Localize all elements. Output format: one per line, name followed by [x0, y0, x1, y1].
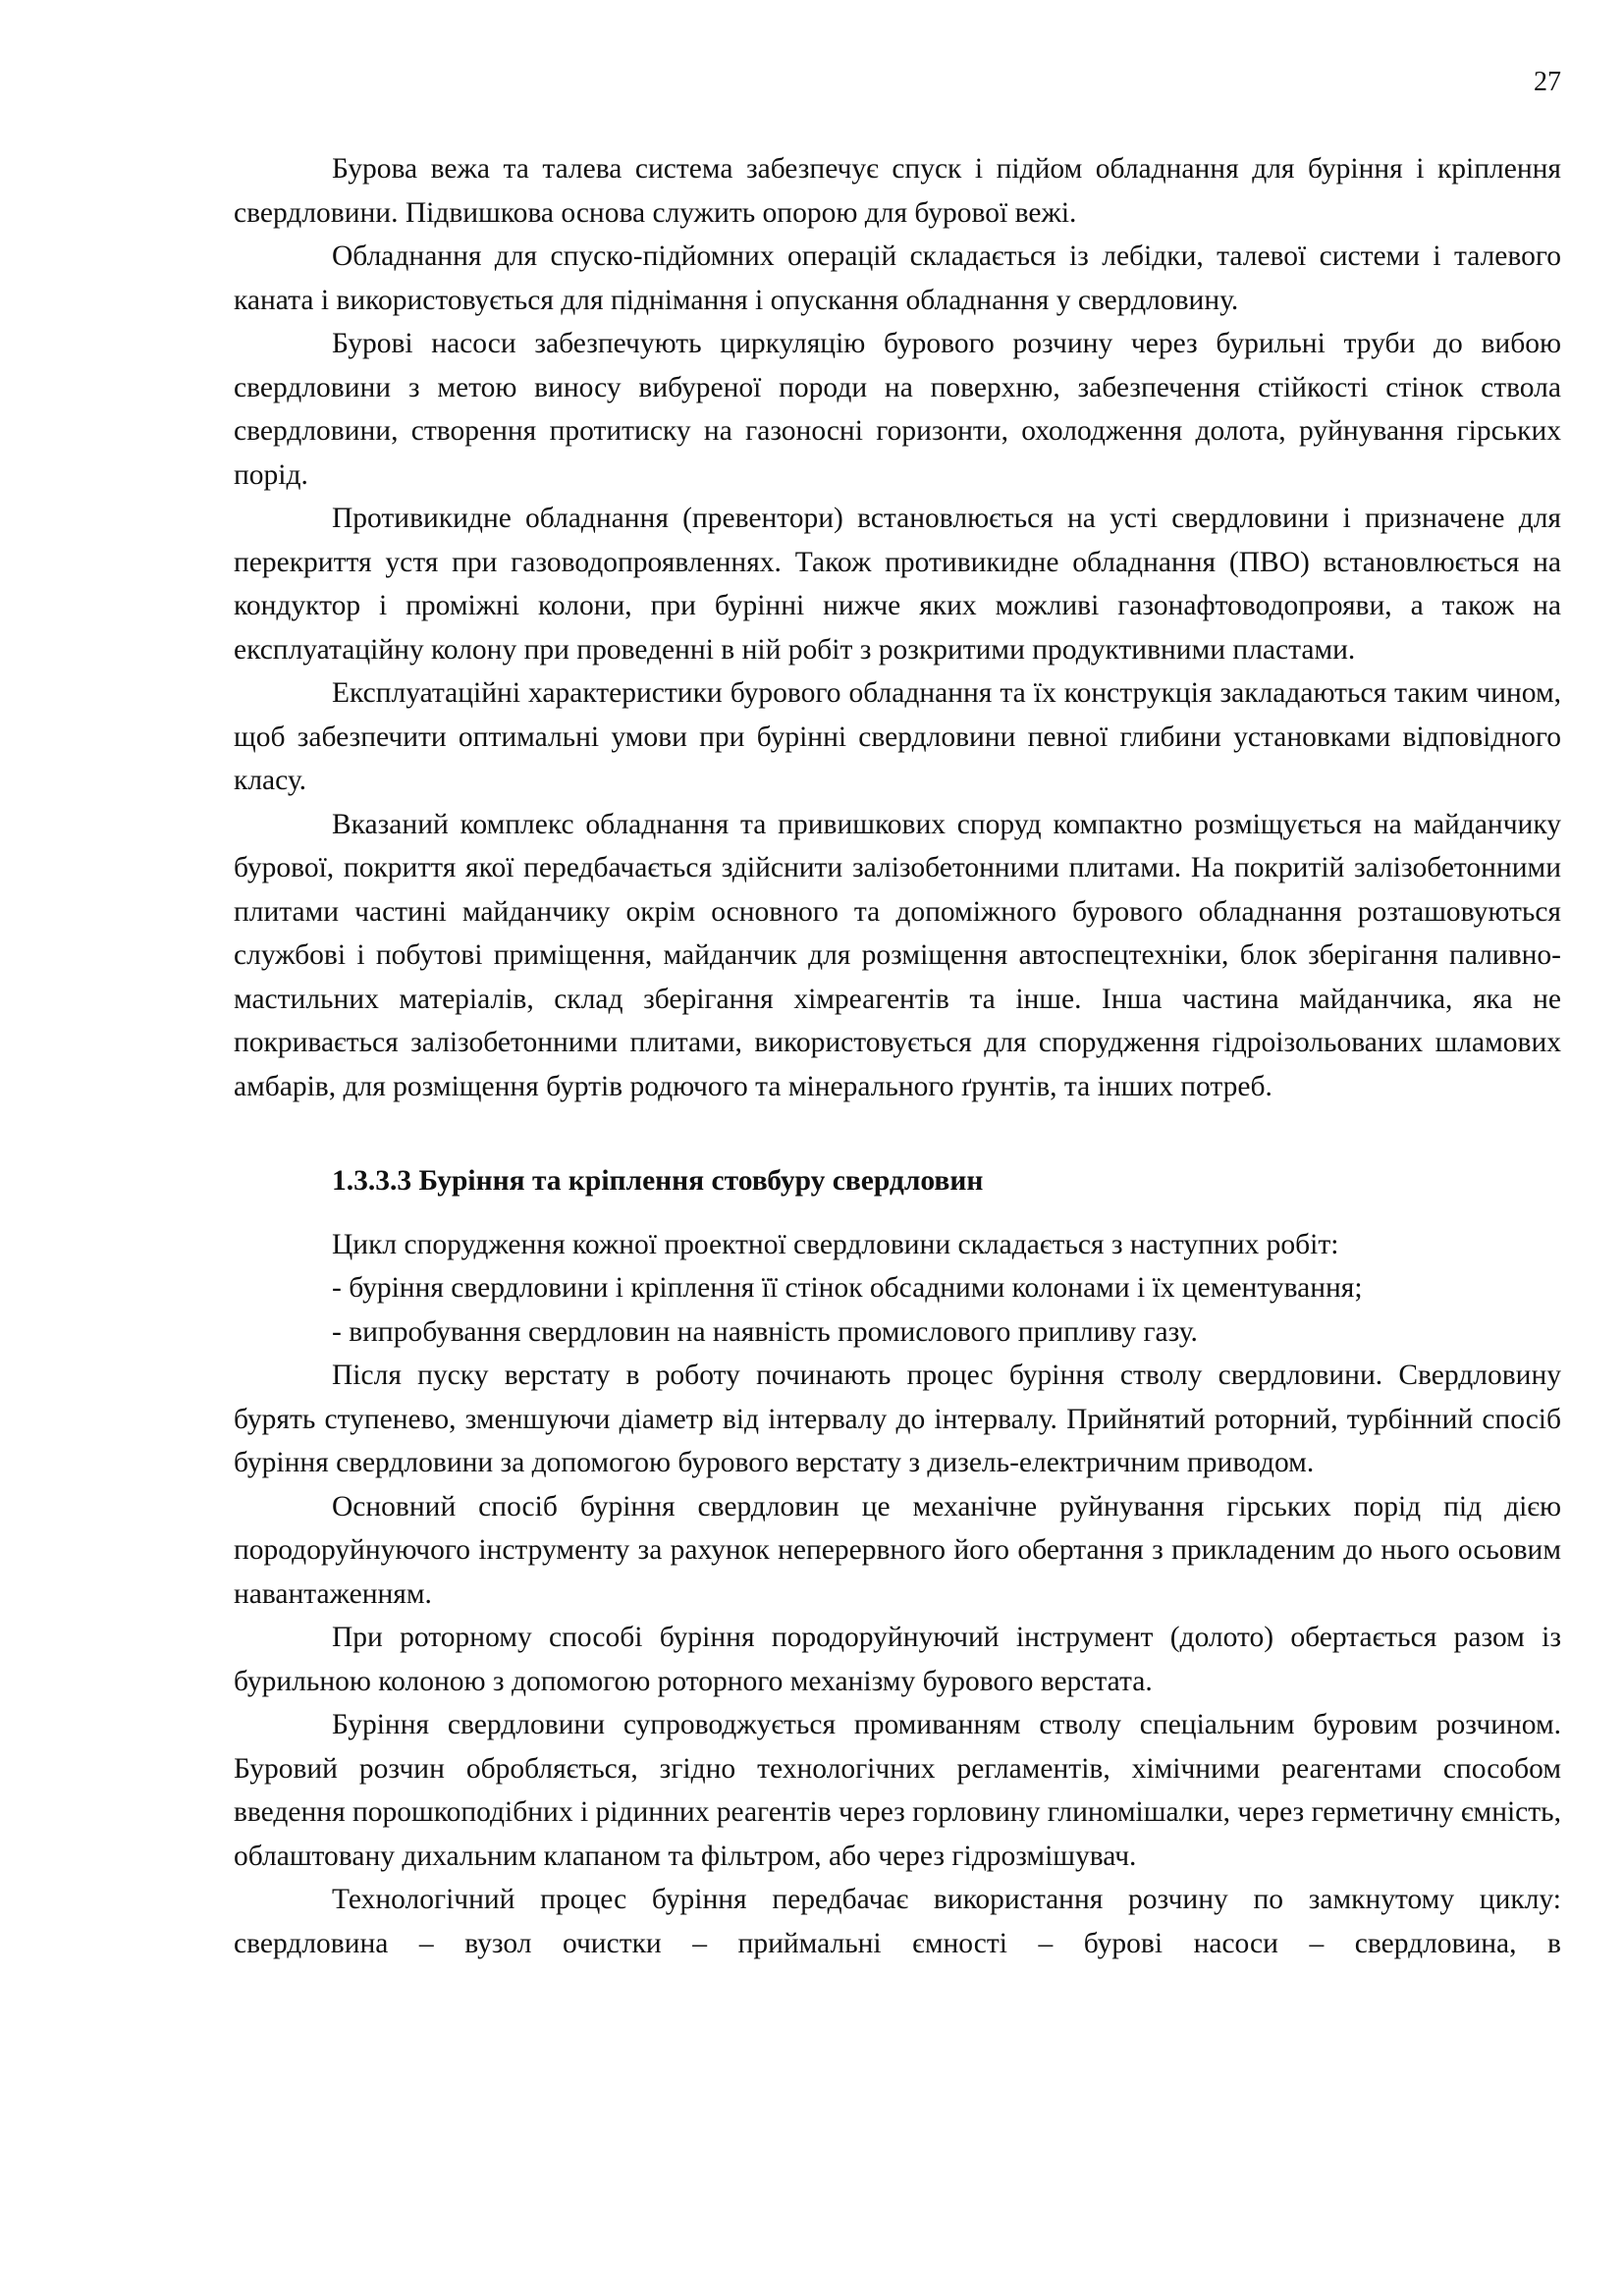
paragraph: Основний спосіб буріння свердловин це механічне руйнування гірських порід під дією породоруйнуючого інструменту за рахунок неперервного його обертання з прикладеним до нього осьовим навантаженням.	[234, 1490, 1561, 1610]
paragraph: Буріння свердловини супроводжується промиванням стволу спеціальним буровим розчином. Буровий розчин обробляється, згідно технологічних регламентів, хімічними реагентами способом введення порошкоподібних і рідинних реагентів через горловину глиномішалки, через герметичну ємність, облаштовану дихальним клапаном та фільтром, або через гідрозмішувач.	[234, 1709, 1561, 1872]
paragraph: Технологічний процес буріння передбачає використання розчину по замкнутому циклу: свердловина – вузол очистки – приймальні ємності – бурові насоси – свердловина, в	[234, 1884, 1561, 1959]
intro-paragraph: Цикл спорудження кожної проектної свердловини складається з наступних робіт:	[332, 1228, 1339, 1260]
paragraph: Бурові насоси забезпечують циркуляцію бурового розчину через бурильні труби до вибою свердловини з метою виносу вибуреної породи на поверхню, забезпечення стійкості стінок ствола свердловини, створення протитиску на газоносні горизонти, охолодження долота, руйнування гірських порід.	[234, 328, 1561, 491]
paragraph: Бурова вежа та талева система забезпечує спуск і підйом обладнання для буріння і кріплення свердловини. Підвишкова основа служить опорою для бурової вежі.	[234, 153, 1561, 229]
paragraph: Експлуатаційні характеристики бурового обладнання та їх конструкція закладаються таким чином, щоб забезпечити оптимальні умови при бурінні свердловини певної глибини установками відповідного класу.	[234, 677, 1561, 796]
paragraph: Обладнання для спуско-підйомних операцій складається із лебідки, талевої системи і талевого каната і використовується для піднімання і опускання обладнання у свердловину.	[234, 240, 1561, 316]
list-item: - випробування свердловин на наявність промислового припливу газу.	[332, 1315, 1198, 1348]
paragraph: Вказаний комплекс обладнання та привишкових споруд компактно розміщується на майданчику бурової, покриття якої передбачається здійснити залізобетонними плитами. На покритій залізобетонними плитами частині майданчику окрім основного та допоміжного бурового обладнання розташовуються службові і побутові приміщення, майданчик для розміщення автоспецтехніки, блок зберігання паливно-мастильних матеріалів, склад зберігання хімреагентів та інше. Інша частина майданчика, яка не покривається залізобетонними плитами, використовується для спорудження гідроізольованих шламових амбарів, для розміщення буртів родючого та мінерального ґрунтів, та інших потреб.	[234, 808, 1561, 1102]
paragraph: Після пуску верстату в роботу починають процес буріння стволу свердловини. Свердловину бурять ступенево, зменшуючи діаметр від інтервалу до інтервалу. Прийнятий роторний, турбінний спосіб буріння свердловини за допомогою бурового верстату з дизель-електричним приводом.	[234, 1360, 1561, 1478]
paragraph: При роторному способі буріння породоруйнуючий інструмент (долото) обертається разом із бурильною колоною з допомогою роторного механізму бурового верстата.	[234, 1622, 1561, 1697]
list-item: - буріння свердловини і кріплення її стінок обсадними колонами і їх цементування;	[332, 1272, 1363, 1304]
page-number: 27	[1534, 67, 1561, 97]
paragraph: Противикидне обладнання (превентори) встановлюється на усті свердловини і призначене для перекриття устя при газоводопроявленнях. Також противикидне обладнання (ПВО) встановлюється на кондуктор і проміжні колони, при бурінні нижче яких можливі газонафтоводопрояви, а також на експлуатаційну колону при проведенні в ній робіт з розкритими продуктивними пластами.	[234, 503, 1561, 666]
document-body	[234, 147, 1561, 1965]
section-heading: 1.3.3.3 Буріння та кріплення стовбуру свердловин	[332, 1165, 984, 1197]
